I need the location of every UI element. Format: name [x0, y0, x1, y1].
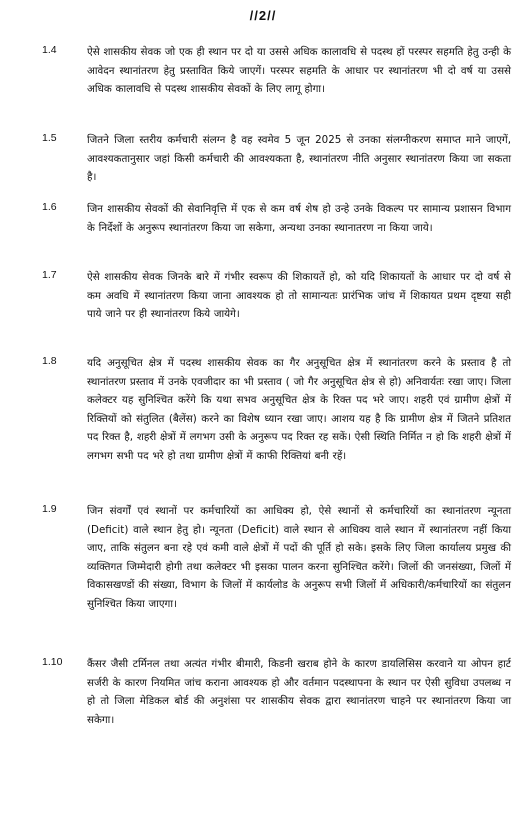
- clause-number: 1.6: [42, 201, 57, 213]
- clause-number: 1.8: [42, 355, 57, 367]
- clause-text: जिन शासकीय सेवकों की सेवानिवृत्ति में एक से कम वर्ष शेष हो उन्हे उनके विकल्प पर सामान्य प्रशासन विभाग के निर्देशों के अनुरूप स्थानांतरण किया जा सकेगा, अन्यथा उनका स्थानातरण ना किया जाये।: [87, 203, 511, 234]
- clause-text: ऐसे शासकीय सेवक जिनके बारे में गंभीर स्वरूप की शिकायतें हो, को यदि शिकायतों के आधार पर दो वर्ष से कम अवधि में स्थानांतरण किया जाना आवश्यक हो तो सामान्यतः प्रारंभिक जांच में शिकायत प्रथम दृष्टया सही पाये जाने पर ही स्थानांतरण किये जायेगे।: [87, 271, 511, 321]
- clause-text: जितने जिला स्तरीय कर्मचारी संलग्न है वह स्वमेव 5 जून 2025 से उनका संलग्नीकरण समाप्त माने जाएगें, आवश्यकतानुसार जहां किसी कर्मचारी की आवश्यकता है, स्थानांतरण नीति अनुसार स्थानांतरण किया जा सकता है।: [87, 134, 511, 184]
- clause-number: 1.7: [42, 269, 57, 281]
- clause-number: 1.9: [42, 503, 57, 515]
- clause-number: 1.4: [42, 44, 57, 56]
- clause-text: ऐसे शासकीय सेवक जो एक ही स्थान पर दो या उससे अधिक कालावधि से पदस्थ हों परस्पर सहमति हेतु उन्ही के आवेदन स्थानांतरण हेतु प्रस्तावित किये जाएगें। परस्पर सहमति के आधार पर स्थानांतरण भी दो वर्ष या उससे अधिक कालावधि से पदस्थ शासकीय सेवकों के लिए लागू होगा।: [87, 46, 511, 96]
- clause-number: 1.5: [42, 132, 57, 144]
- clause-text: कैंसर जैसी टर्मिनल तथा अत्यंत गंभीर बीमारी, किडनी खराब होने के कारण डायलिसिस करवाने या ओपन हार्ट सर्जरी के कारण नियमित जांच कराना आवश्यक हो और वर्तमान पदस्थापना के स्थान पर ऐसी सुविधा उपलब्ध न हो तो जिला मेडिकल बोर्ड की अनुशंसा पर शासकीय सेवक द्वारा स्थानांतरण चाहने पर स्थानांतरण किया जा सकेगा।: [87, 658, 511, 726]
- clause-text: यदि अनुसूचित क्षेत्र में पदस्थ शासकीय सेवक का गैर अनुसूचित क्षेत्र में स्थानांतरण करने के प्रस्ताव है तो स्थानांतरण प्रस्ताव में उनके एवजीदार का भी प्रस्ताव ( जो गैर अनुसूचित क्षेत्र से हो) अनिवार्यतः रखा जाए। जिला कलेक्टर यह सुनिश्चित करेंगे कि यथा सभव अनुसूचित क्षेत्र के रिक्त पद भरे जाए। शहरी एवं ग्रामीण क्षेत्रों में रिक्तियों को संतुलित (बैलेंस) करने का विशेष ध्यान रखा जाए। आशय यह है कि ग्रामीण क्षेत्र में जितने प्रतिशत पद रिक्त है, शहरी क्षेत्रों में लगभग उसी के अनुरूप पद रिक्त रह सकें। ऐसी स्थिति निर्मित न हो कि शहरी क्षेत्रों में लगभग सभी पद भरे हो तथा ग्रामीण क्षेत्रों में काफी रिक्तियां बनी रहें।: [87, 357, 511, 462]
- clause-text: जिन संवर्गों एवं स्थानों पर कर्मचारियों का आधिक्य हो, ऐसे स्थानों से कर्मचारियों का स्थानांतरण न्यूनता (Deficit) वाले स्थान हेतु हो। न्यूनता (Deficit) वाले स्थान से आधिक्य वाले स्थान में स्थानांतरण नहीं किया जाए, ताकि संतुलन बना रहे एवं कमी वाले क्षेत्रों में पदों की पूर्ति हो सके। इसके लिए जिला कार्यालय प्रमुख की व्यक्तिगत जिम्मेदारी होगी तथा कलेक्टर भी इसका पालन करना सुनिश्चित करेंगे। जिलों की जनसंख्या, जिलों में विकासखण्डों की संख्या, विभाग के जिलों में कार्यलोड के अनुरूप सभी जिलों में अधिकारी/कर्मचारियों का संतुलन सुनिश्चित किया जाएगा।: [87, 505, 511, 610]
- clause-number: 1.10: [42, 656, 63, 668]
- page-number: //2//: [249, 8, 277, 23]
